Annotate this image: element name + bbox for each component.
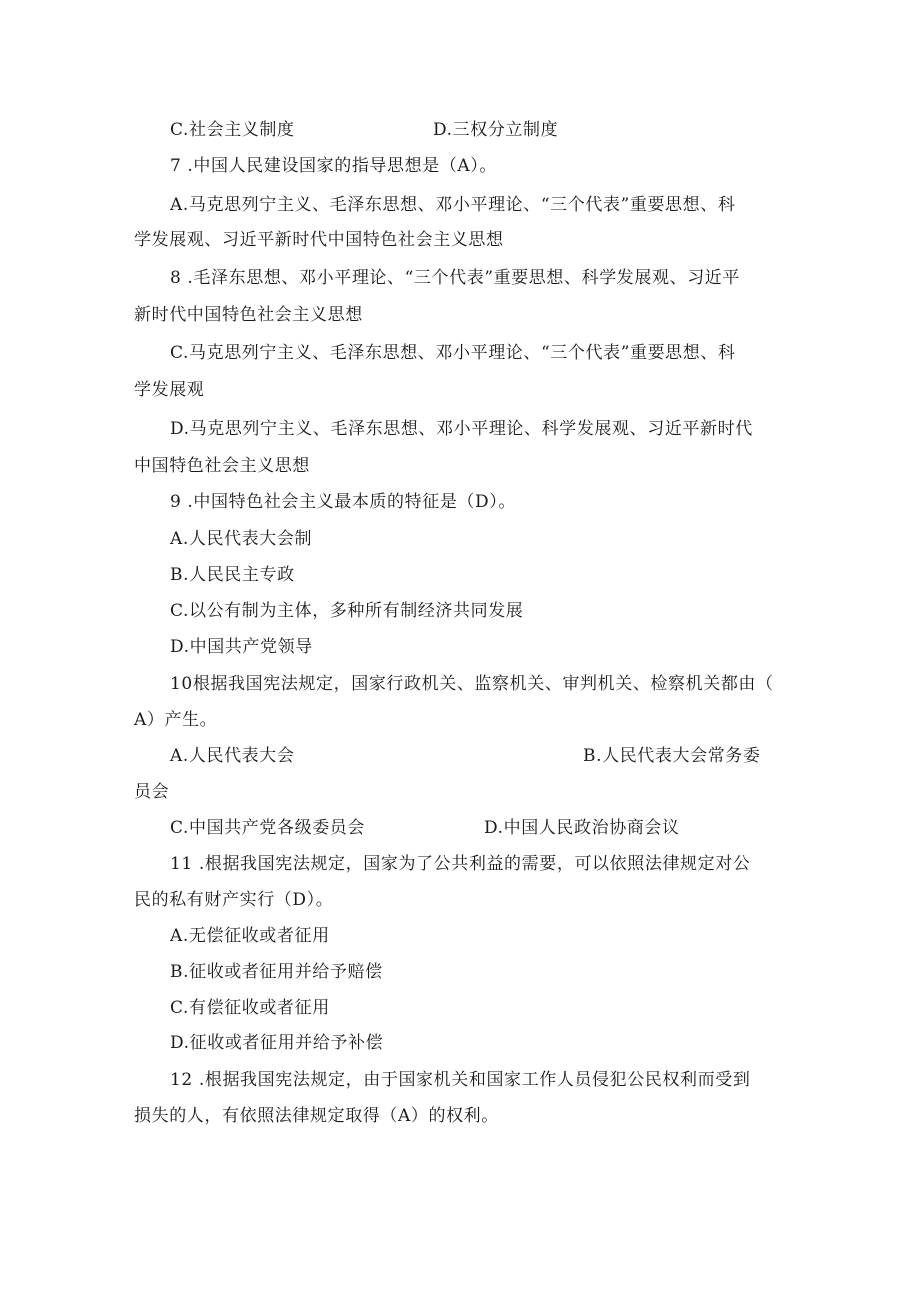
option-b-q10: B.人民代表大会常务委 [583, 746, 761, 766]
option-b-q10-cont: 员会 [134, 782, 170, 802]
question-12-cont: 损失的人，有依照法律规定取得（A）的权利。 [134, 1106, 499, 1126]
option-c-q11: C.有偿征收或者征用 [170, 998, 330, 1018]
option-c-q6: C.社会主义制度 [170, 120, 295, 140]
option-b-q7-cont: 新时代中国特色社会主义思想 [134, 305, 363, 325]
option-d-q7-cont: 中国特色社会主义思想 [134, 456, 310, 476]
option-c-q9: C.以公有制为主体，多种所有制经济共同发展 [170, 601, 524, 621]
option-d-q11: D.征收或者征用并给予补偿 [170, 1033, 384, 1053]
option-b-q9: B.人民民主专政 [170, 565, 295, 585]
question-11: 11 .根据我国宪法规定，国家为了公共利益的需要，可以依照法律规定对公 [170, 854, 751, 874]
question-11-cont: 民的私有财产实行（D）。 [134, 890, 334, 910]
option-a-q9: A.人民代表大会制 [170, 529, 313, 549]
option-a-q7-cont: 学发展观、习近平新时代中国特色社会主义思想 [134, 230, 504, 250]
question-10: 10根据我国宪法规定，国家行政机关、监察机关、审判机关、检察机关都由（ [170, 674, 774, 694]
option-d-q6: D.三权分立制度 [433, 120, 559, 140]
option-d-q7: D.马克思列宁主义、毛泽东思想、邓小平理论、科学发展观、习近平新时代 [170, 419, 753, 439]
option-b-q11: B.征收或者征用并给予赔偿 [170, 962, 383, 982]
question-12: 12 .根据我国宪法规定，由于国家机关和国家工作人员侵犯公民权利而受到 [170, 1070, 751, 1090]
question-9: 9 .中国特色社会主义最本质的特征是（D）。 [170, 492, 516, 512]
option-b-q7: 8 .毛泽东思想、邓小平理论、“三个代表”重要思想、科学发展观、习近平 [170, 268, 741, 288]
question-10-cont: A）产生。 [134, 710, 218, 730]
option-a-q11: A.无偿征收或者征用 [170, 926, 330, 946]
option-a-q7: A.马克思列宁主义、毛泽东思想、邓小平理论、“三个代表”重要思想、科 [170, 195, 736, 215]
option-d-q9: D.中国共产党领导 [170, 637, 313, 657]
option-d-q10: D.中国人民政治协商会议 [484, 818, 680, 838]
option-a-q10: A.人民代表大会 [170, 746, 295, 766]
option-c-q10: C.中国共产党各级委员会 [170, 818, 366, 838]
question-7: 7 .中国人民建设国家的指导思想是（A）。 [170, 156, 497, 176]
option-c-q7-cont: 学发展观 [134, 380, 205, 400]
option-c-q7: C.马克思列宁主义、毛泽东思想、邓小平理论、“三个代表”重要思想、科 [170, 343, 736, 363]
